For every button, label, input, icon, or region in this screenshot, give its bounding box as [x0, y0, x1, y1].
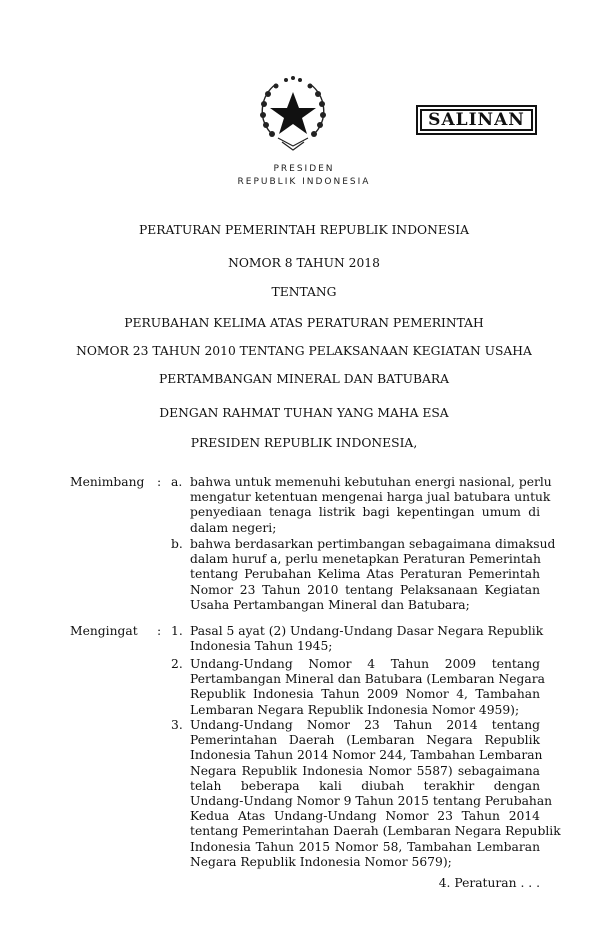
salinan-stamp-text: SALINAN [420, 109, 533, 131]
text-line: Usaha Pertambangan Mineral dan Batubara; [190, 597, 470, 612]
title-subject-2: NOMOR 23 TAHUN 2010 TENTANG PELAKSANAAN KEGIATAN USAHA [76, 344, 532, 358]
salinan-stamp [416, 105, 537, 135]
mengingat-item-2-mark: 2. [171, 657, 183, 671]
text-line: telah beberapa kali diubah terakhir dengan [190, 778, 540, 793]
mengingat-item-3-text [190, 718, 561, 870]
text-line: dalam huruf a, perlu menetapkan Peraturan Pemerintah [190, 552, 541, 567]
title-regulation: PERATURAN PEMERINTAH REPUBLIK INDONESIA [138, 223, 470, 237]
mengingat-item-1-mark: 1. [171, 624, 183, 638]
text-line: bahwa untuk memenuhi kebutuhan energi nasional, perlu [190, 475, 552, 489]
text-line: tentang Perubahan Kelima Atas Peraturan Pemerintah [190, 567, 540, 582]
text-line: Undang-Undang Nomor 23 Tahun 2014 tentang [190, 718, 540, 732]
text-line: Pertambangan Mineral dan Batubara (Lembaran Negara [190, 672, 545, 687]
header-presiden: PRESIDEN [273, 164, 335, 174]
text-line: mengatur ketentuan mengenai harga jual batubara untuk [190, 490, 551, 505]
title-subject-3: PERTAMBANGAN MINERAL DAN BATUBARA [158, 372, 449, 386]
title-presiden: PRESIDEN REPUBLIK INDONESIA, [190, 436, 418, 450]
header-republik: REPUBLIK INDONESIA [237, 177, 371, 187]
text-line: Nomor 23 Tahun 2010 tentang Pelaksanaan Kegiatan [190, 582, 540, 597]
text-line: dalam negeri; [190, 520, 277, 535]
text-line: Lembaran Negara Republik Indonesia Nomor 4959); [190, 702, 520, 717]
menimbang-item-b-text [190, 537, 556, 613]
text-line: Kedua Atas Undang-Undang Nomor 23 Tahun 2014 [190, 809, 540, 824]
text-line: tentang Pemerintahan Daerah (Lembaran Negara Republik [190, 824, 561, 839]
text-line: Indonesia Tahun 2014 Nomor 244, Tambahan Lembaran [190, 748, 543, 763]
mengingat-label: Mengingat [70, 624, 138, 638]
text-line: Undang-Undang Nomor 9 Tahun 2015 tentang Perubahan [190, 794, 553, 809]
mengingat-colon: : [157, 624, 162, 638]
text-line: Republik Indonesia Tahun 2009 Nomor 4, Tambahan [190, 687, 540, 702]
menimbang-item-b-mark: b. [171, 537, 183, 551]
garuda-star-emblem-icon [250, 72, 336, 156]
text-line: Undang-Undang Nomor 4 Tahun 2009 tentang [190, 657, 540, 671]
title-tentang: TENTANG [271, 285, 337, 299]
menimbang-item-a-text [190, 475, 552, 536]
menimbang-colon: : [157, 475, 162, 489]
text-line: Negara Republik Indonesia Nomor 5679); [190, 854, 452, 869]
text-line: Pemerintahan Daerah (Lembaran Negara Republik [190, 733, 540, 748]
next-page-reference: 4. Peraturan . . . [438, 876, 540, 890]
title-subject-1: PERUBAHAN KELIMA ATAS PERATURAN PEMERINTAH [124, 316, 484, 330]
text-line: Pasal 5 ayat (2) Undang-Undang Dasar Negara Republik [190, 624, 544, 638]
title-rahmat: DENGAN RAHMAT TUHAN YANG MAHA ESA [159, 406, 449, 420]
mengingat-item-3-mark: 3. [171, 718, 183, 732]
text-line: bahwa berdasarkan pertimbangan sebagaimana dimaksud [190, 537, 556, 551]
text-line: penyediaan tenaga listrik bagi kepentingan umum di [190, 505, 540, 520]
text-line: Negara Republik Indonesia Nomor 5587) sebagaimana [190, 763, 540, 778]
mengingat-item-2-text [190, 657, 545, 718]
mengingat-item-1-text [190, 624, 544, 654]
menimbang-item-a-mark: a. [171, 475, 183, 489]
text-line: Indonesia Tahun 1945; [190, 639, 333, 654]
menimbang-label: Menimbang [70, 475, 145, 489]
title-number: NOMOR 8 TAHUN 2018 [228, 256, 380, 270]
text-line: Indonesia Tahun 2015 Nomor 58, Tambahan Lembaran [190, 839, 540, 854]
